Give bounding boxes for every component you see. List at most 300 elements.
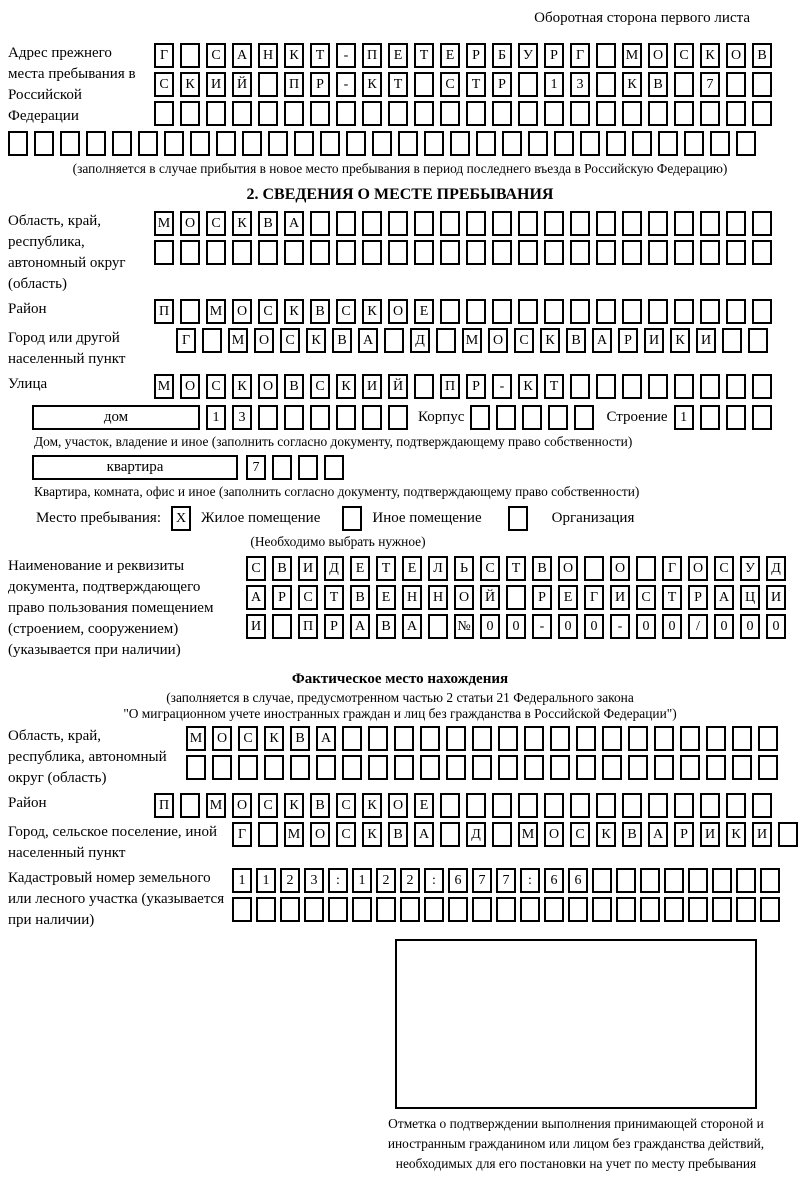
char-box [528,131,548,156]
char-box: : [520,868,540,893]
char-box: О [254,328,274,353]
field-kadastr [8,868,792,931]
char-box: Д [324,556,344,581]
char-box [518,72,538,97]
char-box: 2 [400,868,420,893]
stamp-caption: Отметка о подтверждении выполнения принимающей стороной и иностранным гражданином или лицом без гражданства действий, необходимых для его постановки на учет по месту пребывания [387,1116,765,1171]
char-box [310,211,330,236]
stamp-area [395,939,757,1109]
doc-row-1 [246,556,786,581]
char-box: Н [402,585,422,610]
char-box: О [258,374,278,399]
doc-row-2 [246,585,786,610]
char-box [154,240,174,265]
char-box [498,726,518,751]
char-box [758,726,778,751]
char-box [440,101,460,126]
char-box: 0 [714,614,734,639]
char-box: А [350,614,370,639]
char-box: 0 [480,614,500,639]
char-box [424,897,444,922]
char-box: / [688,614,708,639]
stroenie-boxes [674,405,772,430]
prev-address-box-rows [154,43,772,126]
char-box [518,299,538,324]
char-box [180,101,200,126]
char-box: С [514,328,534,353]
char-box [602,755,622,780]
char-box [732,726,752,751]
char-box [346,131,366,156]
char-box: 1 [544,72,564,97]
char-box [778,822,798,847]
char-box [760,897,780,922]
char-box: К [180,72,200,97]
char-box: Т [544,374,564,399]
field-fact-oblast [8,726,792,789]
char-box [498,755,518,780]
prev-address-row-3 [154,101,772,126]
char-box: У [740,556,760,581]
char-box [544,240,564,265]
char-box [640,897,660,922]
char-box: 0 [506,614,526,639]
field-oblast [8,211,792,295]
char-box [238,755,258,780]
char-box: А [592,328,612,353]
char-box [596,211,616,236]
char-box [376,897,396,922]
char-box: Д [766,556,786,581]
char-box [648,101,668,126]
char-box: 1 [232,868,252,893]
char-box [596,299,616,324]
char-box: О [388,793,408,818]
char-box [186,755,206,780]
char-box [700,211,720,236]
fact-caption-line1: (заполняется в случае, предусмотренном частью 2 статьи 21 Федерального закона [166,690,634,705]
char-box: М [154,211,174,236]
char-box [272,455,292,480]
char-box: Н [428,585,448,610]
char-box: Б [492,43,512,68]
char-box [596,240,616,265]
char-box: И [610,585,630,610]
char-box: Е [376,585,396,610]
char-box [706,726,726,751]
char-box [60,131,80,156]
fact-oblast-label: Область, край, республика, автономный округ (область) [8,728,167,786]
char-box [492,211,512,236]
char-box [492,101,512,126]
char-box [752,240,772,265]
oblast-label: Область, край, республика, автономный округ (область) [8,213,126,292]
char-box [496,897,516,922]
char-box: Н [258,43,278,68]
char-box [722,328,742,353]
char-box [684,131,704,156]
checkbox-organizatsiya [508,506,528,531]
char-box [544,211,564,236]
char-box [592,868,612,893]
char-box [492,822,512,847]
char-box [700,299,720,324]
char-box [436,328,456,353]
char-box [570,240,590,265]
dom-caption: Дом, участок, владение и иное (заполнить согласно документу, подтверждающему право собственности) [34,434,633,449]
char-box: М [462,328,482,353]
char-box [328,897,348,922]
char-box [648,793,668,818]
char-box [726,405,746,430]
option-zhiloe-label: Жилое помещение [201,510,321,526]
char-box: К [284,299,304,324]
char-box [336,405,356,430]
char-box: А [316,726,336,751]
char-box [688,868,708,893]
char-box: 1 [256,868,276,893]
char-box: П [154,793,174,818]
char-box: Р [466,43,486,68]
char-box: Р [492,72,512,97]
char-box [362,211,382,236]
char-box: 0 [636,614,656,639]
field-ulitsa [8,374,792,399]
char-box: 7 [472,868,492,893]
ulitsa-label: Улица [8,376,48,392]
char-box [112,131,132,156]
char-box [448,897,468,922]
char-box [180,299,200,324]
char-box [576,726,596,751]
char-box [636,556,656,581]
char-box [476,131,496,156]
char-box: В [258,211,278,236]
char-box: К [362,793,382,818]
char-box: И [362,374,382,399]
char-box: О [232,299,252,324]
char-box: К [726,822,746,847]
char-box [622,793,642,818]
char-box: В [284,374,304,399]
char-box [700,240,720,265]
char-box: С [258,299,278,324]
char-box [502,131,522,156]
char-box [752,793,772,818]
char-box [544,299,564,324]
char-box: М [518,822,538,847]
char-box: 2 [376,868,396,893]
char-box [674,101,694,126]
prev-address-caption: (заполняется в случае прибытия в новое место пребывания в период последнего въезда в Российскую Федерацию) [72,161,728,176]
char-box: К [362,299,382,324]
char-box [420,726,440,751]
char-box [290,755,310,780]
char-box [352,897,372,922]
char-box [446,726,466,751]
char-box [574,405,594,430]
char-box [466,299,486,324]
char-box [548,405,568,430]
char-box: : [328,868,348,893]
kadastr-row-2 [232,897,780,922]
char-box [388,240,408,265]
char-box: Й [388,374,408,399]
char-box [400,897,420,922]
char-box: С [336,793,356,818]
char-box [216,131,236,156]
oblast-row-1 [154,211,772,236]
char-box [202,328,222,353]
fact-gorod-row [232,822,798,847]
char-box [86,131,106,156]
char-box [8,131,28,156]
char-box [362,240,382,265]
char-box [492,793,512,818]
char-box: Р [466,374,486,399]
char-box [680,726,700,751]
char-box: О [688,556,708,581]
char-box: Т [466,72,486,97]
char-box [606,131,626,156]
char-box [258,72,278,97]
char-box [388,211,408,236]
char-box [470,405,490,430]
char-box: И [246,614,266,639]
char-box: И [696,328,716,353]
char-box [284,405,304,430]
prev-address-row-4-full [8,131,792,156]
char-box: Т [310,43,330,68]
korpus-boxes [470,405,594,430]
char-box [544,793,564,818]
char-box [752,299,772,324]
char-box: С [336,299,356,324]
char-box: Ь [454,556,474,581]
char-box: Е [388,43,408,68]
fact-raion-label: Район [8,795,47,811]
char-box [294,131,314,156]
char-box: К [622,72,642,97]
char-box: Е [402,556,422,581]
char-box: 2 [280,868,300,893]
char-box [232,101,252,126]
char-box [758,755,778,780]
char-box: П [284,72,304,97]
char-box [414,374,434,399]
char-box [414,101,434,126]
char-box [752,374,772,399]
char-box: Т [662,585,682,610]
char-box [640,868,660,893]
char-box [596,101,616,126]
char-box [164,131,184,156]
char-box [648,240,668,265]
field-fact-raion [8,793,792,818]
char-box [362,405,382,430]
char-box [580,131,600,156]
char-box [654,726,674,751]
char-box: 6 [544,868,564,893]
char-box [212,755,232,780]
char-box: К [700,43,720,68]
char-box: С [238,726,258,751]
char-box: Й [232,72,252,97]
char-box [206,101,226,126]
char-box [570,211,590,236]
char-box [622,211,642,236]
char-box: В [752,43,772,68]
dom-number-boxes [206,405,408,430]
char-box [596,374,616,399]
char-box: 0 [584,614,604,639]
char-box [628,726,648,751]
char-box [398,131,418,156]
char-box: С [206,211,226,236]
char-box [700,405,720,430]
char-box: - [336,72,356,97]
char-box: М [186,726,206,751]
char-box [674,72,694,97]
char-box: В [532,556,552,581]
field-dom [32,405,792,430]
prev-address-label: Адрес прежнего места пребывания в Российской Федерации [8,45,136,124]
char-box [518,240,538,265]
char-box [700,374,720,399]
char-box: С [336,822,356,847]
char-box: В [622,822,642,847]
char-box: Й [480,585,500,610]
char-box [622,374,642,399]
char-box: Е [414,299,434,324]
char-box: 6 [568,868,588,893]
char-box: Е [558,585,578,610]
char-box [440,793,460,818]
char-box: А [232,43,252,68]
char-box [568,897,588,922]
doc-box-rows [246,556,786,639]
char-box [596,43,616,68]
char-box: Р [272,585,292,610]
char-box [616,897,636,922]
char-box [570,299,590,324]
option-organizatsiya-label: Организация [551,510,635,526]
char-box: К [670,328,690,353]
char-box: М [154,374,174,399]
char-box [284,240,304,265]
oblast-box-rows [154,211,772,265]
char-box [492,240,512,265]
ulitsa-row [154,374,772,399]
char-box: : [424,868,444,893]
char-box [596,72,616,97]
char-box: А [414,822,434,847]
char-box [446,755,466,780]
char-box [34,131,54,156]
char-box [180,43,200,68]
field-doc [8,556,792,661]
fact-caption-line2: "О миграционном учете иностранных граждан и лиц без гражданства в Российской Федерации") [123,706,677,721]
checkbox-zhiloe-pomeshchenie: X [171,506,191,531]
char-box: Е [440,43,460,68]
korpus-label: Корпус [418,409,465,425]
char-box [394,726,414,751]
char-box: Ц [740,585,760,610]
fact-oblast-row-1 [186,726,778,751]
oblast-row-2 [154,240,772,265]
char-box [736,868,756,893]
char-box: О [232,793,252,818]
checkbox-inoe-pomeshchenie [342,506,362,531]
char-box: Г [584,585,604,610]
char-box: А [246,585,266,610]
char-box [518,211,538,236]
char-box [316,755,336,780]
char-box: П [154,299,174,324]
char-box [368,755,388,780]
char-box: А [402,614,422,639]
char-box: Г [154,43,174,68]
char-box: № [454,614,474,639]
char-box [304,897,324,922]
char-box: В [376,614,396,639]
char-box [622,101,642,126]
field-prev-address [8,43,792,127]
char-box: 0 [740,614,760,639]
char-box [726,374,746,399]
char-box [648,374,668,399]
dom-box-label: дом [32,405,200,430]
char-box: С [206,43,226,68]
char-box [232,240,252,265]
char-box [748,328,768,353]
char-box: Е [350,556,370,581]
char-box [342,726,362,751]
char-box [428,614,448,639]
char-box: Д [410,328,430,353]
char-box [726,101,746,126]
char-box: А [648,822,668,847]
char-box: В [310,299,330,324]
fact-gorod-label: Город, сельское поселение, иной населенный пункт [8,824,217,861]
char-box: О [488,328,508,353]
char-box: - [610,614,630,639]
char-box: С [440,72,460,97]
char-box [472,897,492,922]
field-kvartira [32,455,792,480]
char-box [258,101,278,126]
char-box: С [206,374,226,399]
char-box: Т [388,72,408,97]
char-box [570,101,590,126]
char-box [336,240,356,265]
char-box [362,101,382,126]
kadastr-box-rows [232,868,780,922]
char-box: А [284,211,304,236]
char-box: М [206,793,226,818]
char-box [472,755,492,780]
char-box [550,726,570,751]
char-box [264,755,284,780]
kvartira-number-boxes [246,455,344,480]
char-box: В [272,556,292,581]
char-box: И [766,585,786,610]
char-box: 1 [352,868,372,893]
char-box: Т [506,556,526,581]
prev-address-row-2 [154,72,772,97]
char-box [258,822,278,847]
doc-row-3 [246,614,786,639]
